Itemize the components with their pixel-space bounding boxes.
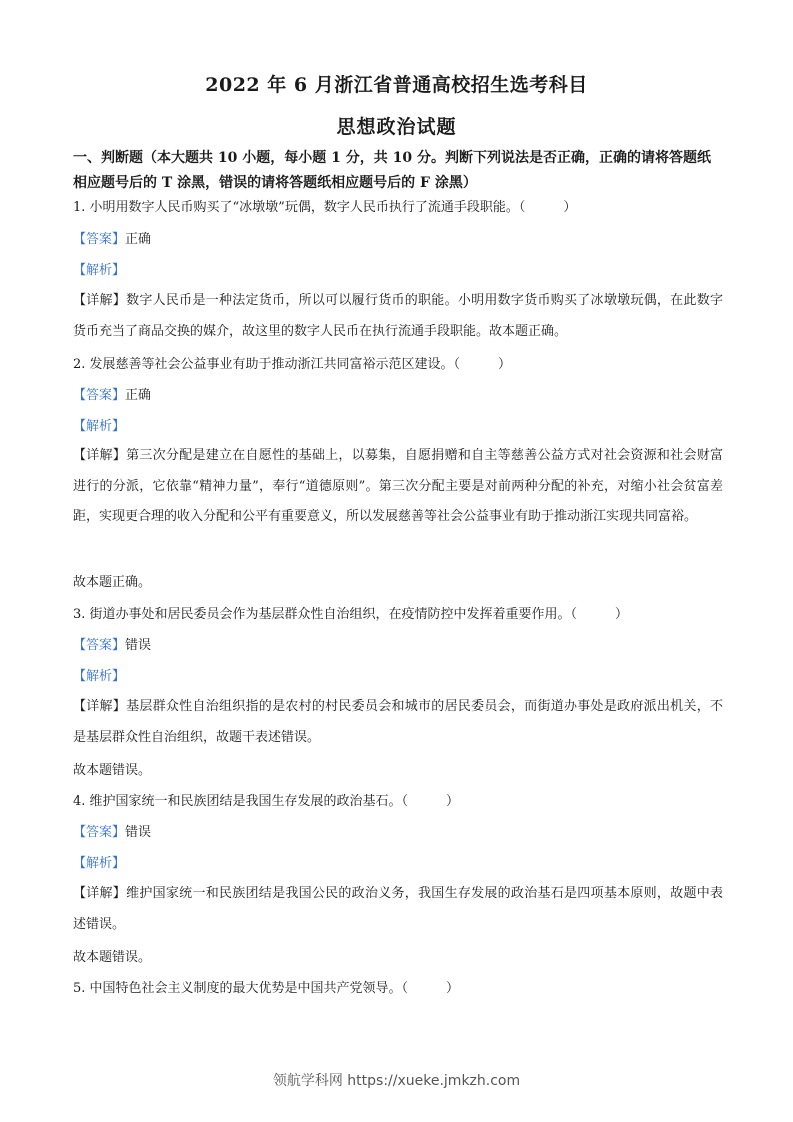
detail-1-text: 数字人民币是一种法定货币，所以可以履行货币的职能。小明用数字货币购买了冰墩墩玩偶，在此数字货币充当了商品交换的媒介，故这里的数字人民币在执行流通手段职能。故本题正确。 (73, 293, 723, 339)
detail-3-text: 基层群众性自治组织指的是农村的村民委员会和城市的居民委员会，而街道办事处是政府派出机关，不是基层群众性自治组织，故题干表述错误。 (73, 699, 723, 745)
question-2 (73, 355, 723, 375)
question-4-close: ） (446, 794, 460, 809)
detail-2 (73, 441, 723, 533)
section-heading: 一、判断题（本大题共 10 小题，每小题 1 分，共 10 分。判断下列说法是否正确，正确的请将答题纸相应题号后的 T 涂黑，错误的请将答题纸相应题号后的 F 涂黑） (73, 150, 711, 191)
conclusion-3: 故本题错误。 (73, 763, 152, 778)
answer-label: 【答案】 (73, 638, 126, 653)
answer-label: 【答案】 (73, 232, 126, 247)
detail-label: 【详解】 (73, 886, 127, 901)
answer-3 (73, 636, 723, 656)
answer-4 (73, 823, 723, 843)
question-1 (73, 198, 723, 218)
analysis-1 (73, 261, 723, 281)
detail-label: 【详解】 (73, 448, 127, 463)
footer-watermark: 领航学科网 https://xueke.jmkzh.com (272, 1073, 521, 1089)
exam-subtitle: 思想政治试题 (336, 116, 457, 138)
question-1-close: ） (563, 200, 577, 215)
question-1-text: 1. 小明用数字人民币购买了“冰墩墩”玩偶，数字人民币执行了流通手段职能。（ (73, 200, 526, 215)
question-5-close: ） (446, 981, 460, 996)
conclusion-4: 故本题错误。 (73, 950, 152, 965)
question-3-text: 3. 街道办事处和居民委员会作为基层群众性自治组织，在疫情防控中发挥着重要作用。（ (73, 607, 578, 622)
question-5-text: 5. 中国特色社会主义制度的最大优势是中国共产党领导。（ (73, 981, 409, 996)
answer-label: 【答案】 (73, 825, 126, 840)
analysis-3 (73, 667, 723, 687)
question-3-close: ） (615, 607, 629, 622)
detail-4 (73, 879, 723, 940)
answer-label: 【答案】 (73, 388, 126, 403)
analysis-label: 【解析】 (73, 263, 126, 278)
question-5 (73, 979, 723, 999)
analysis-4 (73, 854, 723, 874)
answer-4-value: 错误 (125, 825, 152, 840)
analysis-label: 【解析】 (73, 669, 126, 684)
conclusion-2: 故本题正确。 (73, 575, 152, 590)
question-4-text: 4. 维护国家统一和民族团结是我国生存发展的政治基石。（ (73, 794, 409, 809)
answer-1-value: 正确 (125, 232, 152, 247)
analysis-label: 【解析】 (73, 856, 126, 871)
answer-2-value: 正确 (125, 388, 152, 403)
exam-title: 2022 年 6 月浙江省普通高校招生选考科目 (205, 74, 588, 96)
detail-2-text: 第三次分配是建立在自愿性的基础上，以募集，自愿捐赠和自主等慈善公益方式对社会资源和社会财富进行的分派，它依靠“精神力量”，奉行“道德原则”。第三次分配主要是对前两种分配的补充，对缩小社会贫富差距，实现更合理的收入分配和公平有重要意义，所以发展慈善等社会公益事业有助于推动浙江实现共同富裕。 (73, 448, 723, 525)
detail-label: 【详解】 (73, 699, 127, 714)
detail-label: 【详解】 (73, 293, 127, 308)
question-3 (73, 605, 723, 625)
analysis-label: 【解析】 (73, 419, 126, 434)
question-4 (73, 792, 723, 812)
analysis-2 (73, 417, 723, 437)
question-2-close: ） (498, 357, 512, 372)
question-2-text: 2. 发展慈善等社会公益事业有助于推动浙江共同富裕示范区建设。（ (73, 357, 461, 372)
answer-1 (73, 230, 723, 250)
answer-3-value: 错误 (125, 638, 152, 653)
detail-3 (73, 692, 723, 753)
answer-2 (73, 386, 723, 406)
detail-4-text: 维护国家统一和民族团结是我国公民的政治义务，我国生存发展的政治基石是四项基本原则，故题中表述错误。 (73, 886, 723, 932)
detail-1 (73, 286, 723, 347)
